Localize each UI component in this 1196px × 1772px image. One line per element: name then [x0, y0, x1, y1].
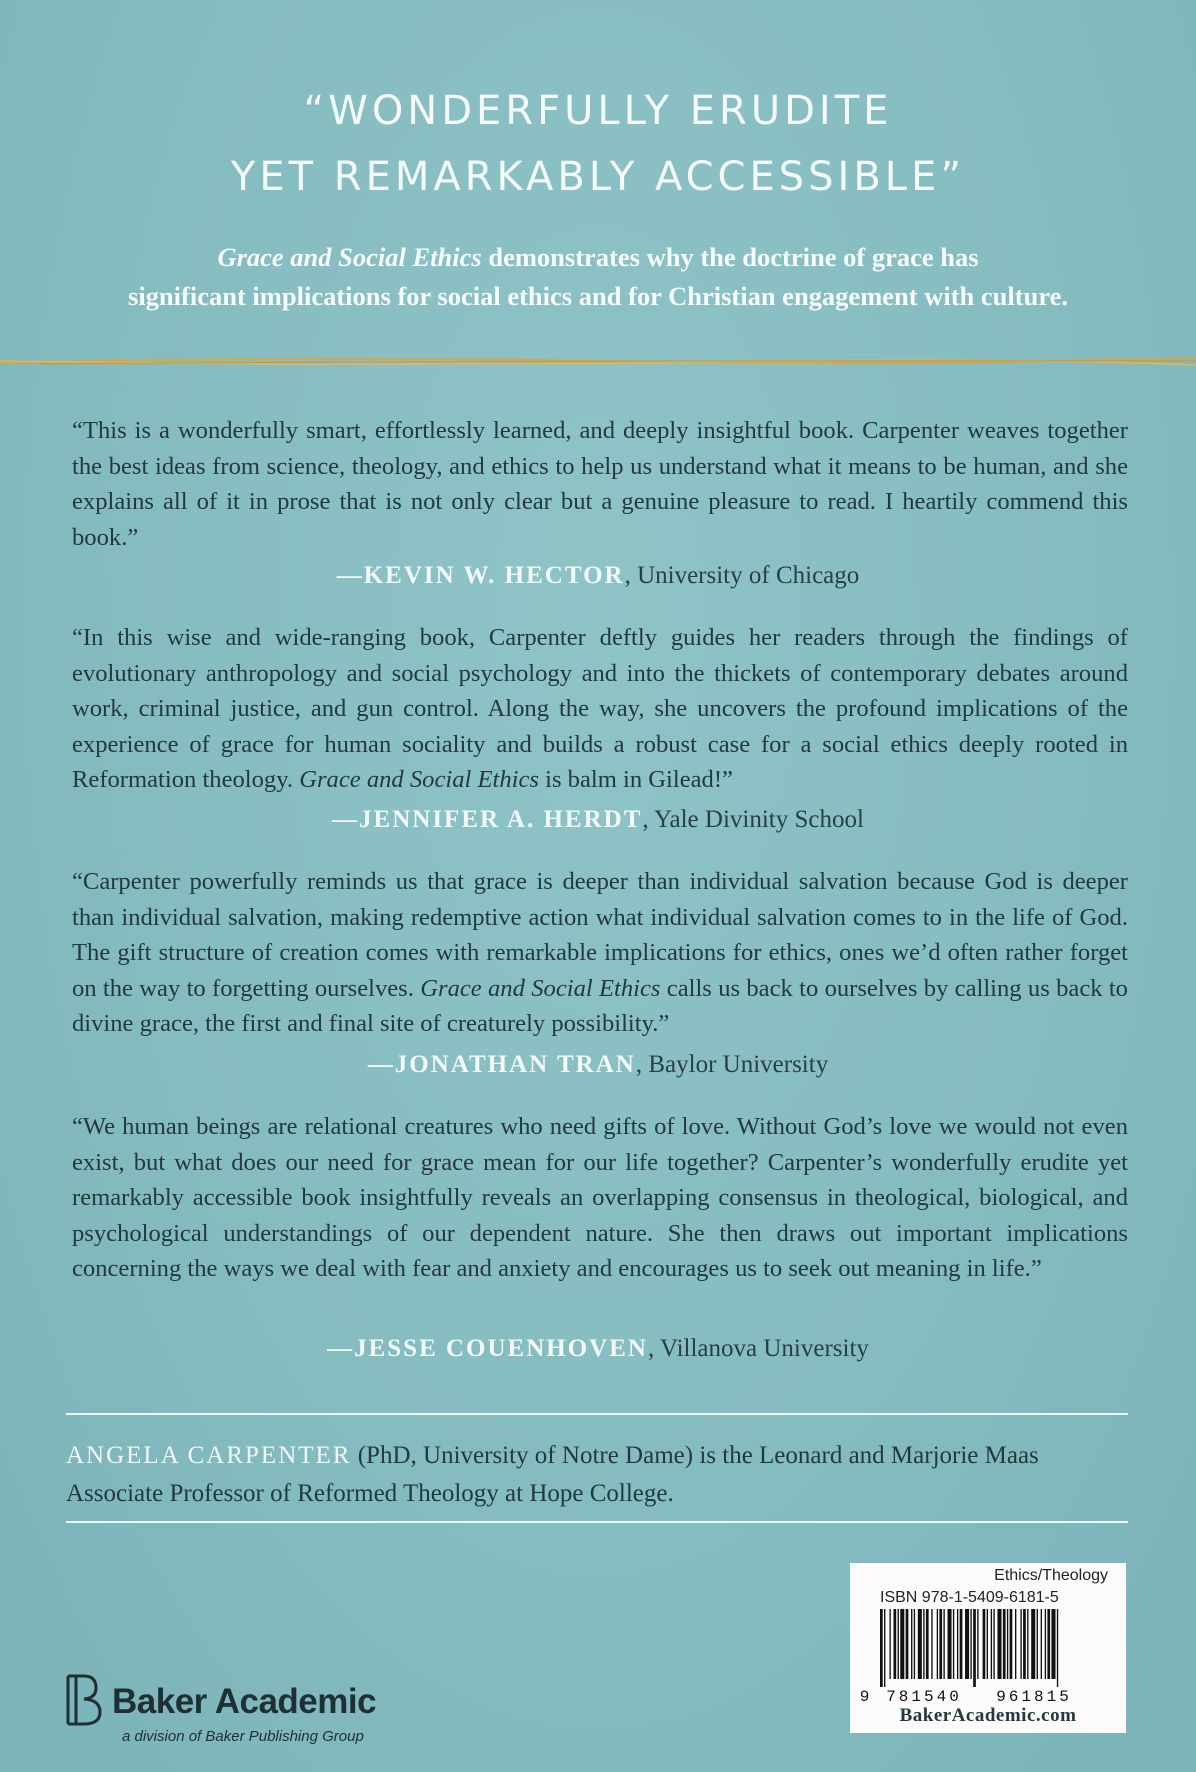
gold-divider: [0, 352, 1196, 372]
bio-top-rule: [66, 1413, 1128, 1415]
barcode-bar: [993, 1609, 994, 1679]
tagline-book-title: Grace and Social Ethics: [217, 242, 482, 272]
barcode-bar: [900, 1609, 904, 1679]
endorsement-text: “Carpenter powerfully reminds us that grace is deeper than individual salvation because God is deeper than individual salvation, making redemptive action what individual salvation comes to in the life of God. The gift structure of creation comes with remarkable implications for ethics, ones we’d often rather forget on the way to forgetting ourselves.: [72, 868, 1128, 1002]
barcode-bar: [1010, 1609, 1013, 1679]
barcode-bar: [953, 1609, 954, 1679]
barcode-bar: [983, 1609, 986, 1679]
website-url[interactable]: BakerAcademic.com: [899, 1705, 1077, 1726]
barcode-bar: [1051, 1609, 1055, 1679]
headline-line-2: YET REMARKABLY ACCESSIBLE”: [230, 154, 966, 200]
barcode-bar: [1037, 1609, 1038, 1679]
barcode-bar: [918, 1609, 922, 1679]
barcode-bar: [970, 1609, 971, 1679]
endorsement-herdt: [72, 620, 1128, 798]
bio-bottom-rule: [66, 1521, 1128, 1523]
attribution-herdt: [0, 806, 1196, 834]
barcode-bar: [1057, 1609, 1058, 1687]
barcode-bar: [1015, 1609, 1016, 1679]
endorser-name: —JESSE COUENHOVEN: [327, 1335, 648, 1362]
barcode-digits-group-2: 961815: [996, 1688, 1072, 1706]
barcode-bar: [914, 1609, 915, 1679]
barcode-bar: [1027, 1609, 1028, 1679]
attribution-tran: [0, 1051, 1196, 1079]
barcode-digits-group-1: 781540: [886, 1688, 962, 1706]
endorsement-text: is balm in Gilead!”: [538, 766, 733, 793]
endorsement-tran: [72, 864, 1128, 1042]
tagline: [60, 238, 1136, 316]
barcode-bar: [997, 1609, 1001, 1679]
barcode-bar: [957, 1609, 958, 1679]
barcode-bar: [1045, 1609, 1046, 1679]
tagline-line-1: demonstrates why the doctrine of grace has: [481, 242, 979, 272]
barcode-bar: [1041, 1609, 1042, 1679]
barcode-bar: [898, 1609, 899, 1679]
publisher-tagline: a division of Baker Publishing Group: [122, 1728, 364, 1745]
barcode-bar: [948, 1609, 952, 1679]
barcode-bar: [923, 1609, 924, 1679]
barcode-bar: [1003, 1609, 1006, 1679]
endorser-name: —KEVIN W. HECTOR: [336, 562, 625, 589]
author-bio-text: (PhD, University of Notre Dame) is the Leonard and Marjorie Maas Associate Professor of Reformed Theology at Hope College.: [66, 1442, 1039, 1507]
endorser-name: —JONATHAN TRAN: [367, 1051, 636, 1078]
bisac-category: Ethics/Theology: [994, 1567, 1108, 1584]
barcode-bar: [884, 1609, 885, 1687]
barcode-bar: [889, 1609, 890, 1679]
isbn-label: ISBN 978-1-5409-6181-5: [880, 1589, 1059, 1606]
barcode-bar: [880, 1609, 883, 1687]
barcode-bar: [987, 1609, 988, 1679]
barcode-bar: [973, 1609, 976, 1687]
barcode-graphic: [850, 1609, 1126, 1709]
baker-b-logo-icon: [62, 1672, 108, 1728]
attribution-hector: [0, 562, 1196, 590]
endorsement-couenhoven: “We human beings are relational creatures who need gifts of love. Without God’s love we would not even exist, but what does our need for grace mean for our life together? Carpenter’s wonderfully erudite yet remarkably accessible book insightfully reveals an overlapping consensus in theological, biological, and psychological understandings of our dependent nature. She then draws out important implications concerning the ways we deal with fear and anxiety and encourages us to seek out meaning in life.”: [72, 1113, 1128, 1282]
attribution-couenhoven: [0, 1335, 1196, 1363]
book-title: Grace and Social Ethics: [299, 766, 539, 793]
barcode-bar: [926, 1609, 929, 1679]
publisher-name: Baker Academic: [112, 1682, 377, 1721]
endorser-affiliation: , Baylor University: [635, 1051, 829, 1078]
barcode-bar: [1047, 1609, 1050, 1679]
endorser-affiliation: , University of Chicago: [624, 562, 860, 589]
barcode-bar: [906, 1609, 909, 1679]
barcode-bar: [1023, 1609, 1026, 1679]
barcode-bar: [911, 1609, 912, 1679]
barcode-bar: [960, 1609, 963, 1679]
author-name: ANGELA CARPENTER: [66, 1442, 352, 1469]
endorsement-text: calls us back to ourselves by calling us back to divine grace, the first and final site of creaturely possibility.”: [72, 974, 1128, 1037]
barcode-bar: [894, 1609, 897, 1679]
tagline-line-2: significant implications for social ethics and for Christian engagement with culture.: [128, 281, 1068, 311]
endorsement-text: “In this wise and wide-ranging book, Carpenter deftly guides her readers through the findings of evolutionary anthropology and social psychology and into the thickets of contemporary debates around work, criminal justice, and gun control. Along the way, she uncovers the profound implications of the experience of grace for human sociality and builds a robust case for a social ethics deeply rooted in Reformation theology.: [72, 624, 1128, 793]
barcode-bar: [1007, 1609, 1008, 1679]
barcode-bar: [1031, 1609, 1035, 1679]
book-title: Grace and Social Ethics: [420, 974, 661, 1002]
barcode-bar: [1020, 1609, 1021, 1679]
headline-line-1: “WONDERFULLY ERUDITE: [303, 88, 893, 134]
barcode-bar: [939, 1609, 942, 1679]
endorser-affiliation: , Yale Divinity School: [642, 806, 864, 833]
endorser-affiliation: , Villanova University: [647, 1335, 869, 1362]
barcode-bar: [991, 1609, 992, 1679]
barcode-bar: [943, 1609, 944, 1679]
barcode-bar: [965, 1609, 969, 1679]
barcode-bar: [937, 1609, 938, 1679]
barcode-lead-digit: 9: [859, 1688, 873, 1706]
endorsement-hector: “This is a wonderfully smart, effortlessly learned, and deeply insightful book. Carpenter weaves together the best ideas from science, theology, and ethics to help us understand what it means to be human, and she explains all of it in prose that is not only clear but a genuine pleasure to read. I heartily commend this book.”: [72, 417, 1128, 551]
author-bio: [66, 1437, 1128, 1513]
endorser-name: —JENNIFER A. HERDT: [332, 806, 643, 833]
barcode-bar: [977, 1609, 978, 1679]
barcode-bar: [931, 1609, 932, 1679]
